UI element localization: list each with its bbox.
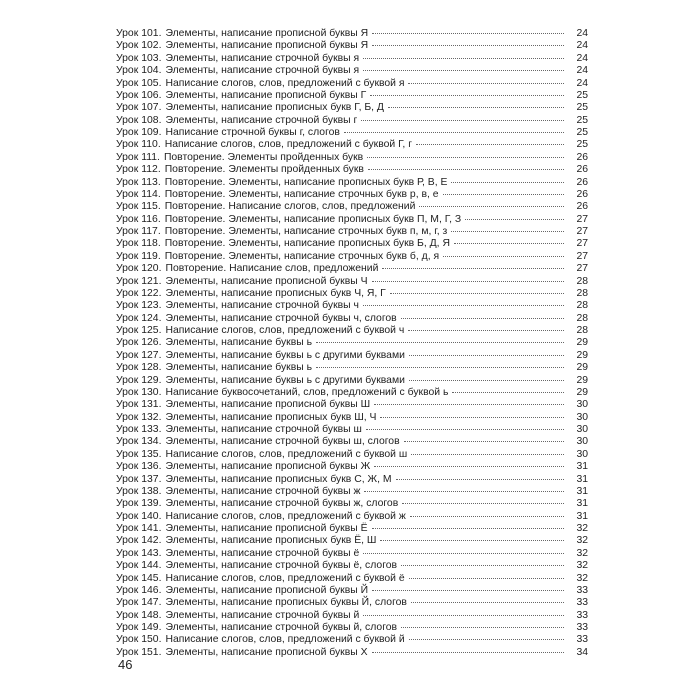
lesson-title: Написание слогов, слов, предложений с буквой ж [165, 510, 406, 522]
lesson-number: 130. [141, 386, 162, 398]
lesson-number: 123. [141, 300, 162, 312]
lesson-prefix: Урок [116, 646, 139, 658]
lesson-title: Элементы, написание прописной буквы Х [165, 646, 368, 658]
dot-leader [408, 75, 564, 84]
lesson-page-number: 30 [576, 436, 588, 448]
lesson-page-number: 28 [576, 275, 588, 287]
lesson-number: 110. [141, 139, 161, 151]
lesson-prefix: Урок [116, 560, 139, 572]
lesson-title: Элементы, написание буквы ь с другими буквами [165, 349, 405, 361]
lesson-page-number: 27 [576, 250, 588, 262]
lesson-page-number: 31 [576, 473, 588, 485]
lesson-prefix: Урок [116, 287, 139, 299]
lesson-number: 126. [141, 337, 162, 349]
lesson-prefix: Урок [116, 461, 139, 473]
lesson-page-number: 27 [576, 238, 588, 250]
lesson-page-number: 30 [576, 424, 588, 435]
lesson-title: Написание слогов, слов, предложений с буквой ё [165, 572, 405, 584]
dot-leader [409, 347, 564, 356]
lesson-prefix: Урок [116, 523, 139, 534]
dot-leader [367, 149, 564, 158]
dot-leader [372, 25, 564, 34]
dot-leader [396, 471, 564, 480]
lesson-page-number: 28 [576, 325, 588, 336]
dot-leader [363, 50, 564, 59]
lesson-page-number: 32 [576, 560, 588, 572]
lesson-title: Элементы, написание прописных букв С, Ж, М [165, 473, 392, 485]
dot-leader [411, 594, 564, 603]
dot-leader [409, 372, 564, 381]
lesson-number: 111. [141, 151, 160, 163]
lesson-title: Элементы, написание прописной буквы Ш [165, 399, 371, 411]
lesson-number: 142. [141, 535, 162, 547]
dot-leader [374, 458, 564, 467]
lesson-page-number: 33 [576, 634, 588, 646]
lesson-page-number: 24 [576, 40, 588, 52]
lesson-prefix: Урок [116, 349, 139, 361]
lesson-number: 125. [141, 325, 162, 336]
lesson-title: Элементы, написание прописной буквы Ж [165, 461, 371, 473]
lesson-number: 102. [141, 40, 162, 52]
lesson-number: 151. [141, 646, 162, 658]
dot-leader [364, 483, 564, 492]
lesson-prefix: Урок [116, 188, 139, 200]
lesson-number: 117. [141, 226, 161, 237]
lesson-title: Повторение. Написание слогов, слов, предложений [164, 201, 416, 213]
lesson-title: Повторение. Элементы, написание строчных букв б, д, я [164, 250, 440, 262]
lesson-page-number: 25 [576, 102, 588, 114]
lesson-prefix: Урок [116, 151, 139, 163]
dot-leader [401, 619, 564, 628]
lesson-prefix: Урок [116, 535, 139, 547]
lesson-page-number: 24 [576, 52, 588, 64]
lesson-prefix: Урок [116, 622, 139, 633]
lesson-title: Повторение. Элементы пройденных букв [163, 151, 364, 163]
lesson-page-number: 29 [576, 349, 588, 361]
dot-leader [410, 508, 564, 517]
lesson-prefix: Урок [116, 609, 139, 621]
dot-leader [411, 446, 564, 455]
lesson-number: 107. [141, 102, 162, 114]
dot-leader [372, 644, 564, 653]
lesson-title: Элементы, написание строчной буквы й [165, 609, 360, 621]
lesson-prefix: Урок [116, 510, 139, 522]
lesson-title: Написание слогов, слов, предложений с буквой ш [165, 448, 408, 460]
lesson-title: Элементы, написание прописной буквы Й [165, 584, 369, 596]
lesson-title: Повторение. Элементы, написание строчных букв р, в, е [164, 188, 439, 200]
dot-leader [401, 557, 564, 566]
lesson-number: 149. [141, 622, 162, 633]
lesson-page-number: 28 [576, 312, 588, 324]
lesson-prefix: Урок [116, 40, 139, 52]
lesson-page-number: 33 [576, 597, 588, 609]
toc-entry [116, 646, 588, 658]
lesson-title: Элементы, написание строчной буквы ч [165, 300, 359, 312]
dot-leader [363, 297, 564, 306]
lesson-prefix: Урок [116, 386, 139, 398]
lesson-number: 120. [141, 263, 162, 275]
lesson-title: Элементы, написание строчной буквы ш, слогов [165, 436, 400, 448]
lesson-title: Элементы, написание прописной буквы Г [165, 89, 367, 101]
lesson-number: 108. [141, 114, 162, 126]
lesson-page-number: 26 [576, 176, 588, 188]
lesson-title: Написание слогов, слов, предложений с буквой ч [165, 325, 405, 336]
lesson-page-number: 25 [576, 114, 588, 126]
lesson-title: Повторение. Элементы, написание прописных букв Р, В, Е [164, 176, 448, 188]
lesson-title: Элементы, написание прописных букв Ч, Я, Г [165, 287, 386, 299]
lesson-prefix: Урок [116, 448, 139, 460]
dot-leader [361, 112, 564, 121]
lesson-number: 119. [141, 250, 161, 262]
lesson-title: Элементы, написание буквы ь с другими буквами [165, 374, 405, 386]
lesson-number: 106. [141, 89, 162, 101]
lesson-title: Элементы, написание строчной буквы я [165, 65, 360, 77]
lesson-page-number: 31 [576, 510, 588, 522]
lesson-prefix: Урок [116, 572, 139, 584]
dot-leader [390, 285, 564, 294]
lesson-prefix: Урок [116, 114, 139, 126]
lesson-page-number: 31 [576, 485, 588, 497]
dot-leader [409, 631, 564, 640]
lesson-prefix: Урок [116, 52, 139, 64]
lesson-page-number: 32 [576, 547, 588, 559]
lesson-number: 124. [141, 312, 162, 324]
lesson-title: Повторение. Элементы, написание прописных букв Б, Д, Я [164, 238, 450, 250]
lesson-number: 138. [141, 485, 162, 497]
lesson-prefix: Урок [116, 176, 139, 188]
lesson-title: Элементы, написание строчной буквы я [165, 52, 360, 64]
dot-leader [363, 607, 564, 616]
lesson-page-number: 26 [576, 151, 588, 163]
lesson-title: Элементы, написание прописной буквы Ё [165, 523, 368, 534]
lesson-page-number: 24 [576, 77, 588, 89]
lesson-number: 121. [141, 275, 162, 287]
dot-leader [363, 545, 564, 554]
lesson-number: 145. [141, 572, 162, 584]
lesson-page-number: 28 [576, 287, 588, 299]
dot-leader [408, 322, 564, 331]
lesson-title: Написание слогов, слов, предложений с буквой Г, г [164, 139, 412, 151]
lesson-page-number: 25 [576, 127, 588, 138]
dot-leader [451, 223, 564, 232]
lesson-number: 114. [141, 188, 161, 200]
lesson-number: 118. [141, 238, 161, 250]
lesson-title: Элементы, написание строчной буквы ш [165, 424, 362, 435]
dot-leader [366, 421, 564, 430]
lesson-prefix: Урок [116, 28, 139, 39]
lesson-prefix: Урок [116, 312, 139, 324]
lesson-page-number: 29 [576, 362, 588, 374]
dot-leader [380, 532, 564, 541]
lesson-title: Повторение. Элементы, написание прописных букв П, М, Г, З [164, 213, 462, 225]
lesson-title: Написание строчной буквы г, слогов [165, 127, 340, 138]
lesson-page-number: 30 [576, 399, 588, 411]
dot-leader [382, 260, 564, 269]
dot-leader [443, 248, 564, 257]
lesson-number: 128. [141, 362, 162, 374]
dot-leader [374, 396, 564, 405]
lesson-page-number: 29 [576, 374, 588, 386]
lesson-title: Элементы, написание строчной буквы ч, слогов [165, 312, 397, 324]
lesson-title: Элементы, написание прописных букв Ё, Ш [165, 535, 377, 547]
dot-leader [401, 310, 564, 319]
lesson-page-number: 34 [576, 646, 588, 658]
table-of-contents [116, 27, 588, 658]
lesson-page-number: 29 [576, 337, 588, 349]
lesson-prefix: Урок [116, 89, 139, 101]
lesson-number: 132. [141, 411, 162, 423]
lesson-prefix: Урок [116, 102, 139, 114]
dot-leader [409, 570, 564, 579]
dot-leader [316, 359, 564, 368]
lesson-page-number: 26 [576, 201, 588, 213]
dot-leader [451, 174, 564, 183]
lesson-title: Написание слогов, слов, предложений с буквой й [165, 634, 405, 646]
lesson-page-number: 26 [576, 188, 588, 200]
lesson-title: Элементы, написание буквы ь [165, 337, 312, 349]
lesson-page-number: 30 [576, 411, 588, 423]
lesson-title: Элементы, написание строчной буквы ё [165, 547, 360, 559]
lesson-page-number: 30 [576, 448, 588, 460]
lesson-page-number: 33 [576, 584, 588, 596]
lesson-page-number: 32 [576, 572, 588, 584]
lesson-prefix: Урок [116, 547, 139, 559]
lesson-title: Элементы, написание строчной буквы ж, слогов [165, 498, 399, 510]
lesson-prefix: Урок [116, 424, 139, 435]
lesson-number: 136. [141, 461, 162, 473]
lesson-title: Элементы, написание прописной буквы Ч [165, 275, 368, 287]
lesson-page-number: 29 [576, 386, 588, 398]
dot-leader [372, 273, 564, 282]
dot-leader [370, 87, 564, 96]
dot-leader [404, 433, 564, 442]
lesson-prefix: Урок [116, 263, 139, 275]
lesson-page-number: 28 [576, 300, 588, 312]
dot-leader [372, 582, 564, 591]
lesson-prefix: Урок [116, 436, 139, 448]
lesson-prefix: Урок [116, 325, 139, 336]
dot-leader [372, 520, 564, 529]
lesson-number: 127. [141, 349, 162, 361]
page-number: 46 [118, 657, 133, 672]
dot-leader [402, 495, 564, 504]
lesson-number: 112. [141, 164, 161, 176]
dot-leader [443, 186, 564, 195]
lesson-title: Написание буквосочетаний, слов, предложений с буквой ь [165, 386, 449, 398]
dot-leader [363, 62, 564, 71]
dot-leader [372, 37, 564, 46]
dot-leader [344, 124, 564, 133]
lesson-title: Элементы, написание прописных букв Ш, Ч [165, 411, 377, 423]
lesson-prefix: Урок [116, 201, 139, 213]
lesson-page-number: 24 [576, 65, 588, 77]
lesson-number: 103. [141, 52, 162, 64]
lesson-prefix: Урок [116, 250, 139, 262]
lesson-number: 139. [141, 498, 162, 510]
lesson-page-number: 33 [576, 609, 588, 621]
lesson-title: Элементы, написание прописной буквы Я [165, 40, 369, 52]
lesson-page-number: 33 [576, 622, 588, 633]
lesson-title: Элементы, написание прописных буквы Й, слогов [165, 597, 407, 609]
lesson-prefix: Урок [116, 485, 139, 497]
dot-leader [316, 334, 564, 343]
lesson-number: 133. [141, 424, 162, 435]
lesson-prefix: Урок [116, 300, 139, 312]
lesson-page-number: 31 [576, 461, 588, 473]
lesson-page-number: 27 [576, 263, 588, 275]
lesson-number: 141. [141, 523, 162, 534]
lesson-prefix: Урок [116, 337, 139, 349]
lesson-title: Повторение. Элементы пройденных букв [164, 164, 364, 176]
lesson-title: Повторение. Написание слов, предложений [165, 263, 379, 275]
lesson-prefix: Урок [116, 362, 139, 374]
dot-leader [368, 161, 564, 170]
lesson-title: Повторение. Элементы, написание строчных букв п, м, г, з [164, 226, 448, 237]
lesson-number: 147. [141, 597, 162, 609]
lesson-prefix: Урок [116, 584, 139, 596]
dot-leader [388, 99, 564, 108]
dot-leader [465, 211, 564, 220]
lesson-number: 137. [141, 473, 162, 485]
lesson-number: 129. [141, 374, 162, 386]
lesson-number: 109. [141, 127, 162, 138]
dot-leader [454, 235, 564, 244]
lesson-page-number: 25 [576, 139, 588, 151]
lesson-number: 105. [141, 77, 162, 89]
lesson-page-number: 31 [576, 498, 588, 510]
lesson-number: 134. [141, 436, 162, 448]
lesson-prefix: Урок [116, 139, 139, 151]
lesson-prefix: Урок [116, 226, 139, 237]
lesson-prefix: Урок [116, 399, 139, 411]
lesson-prefix: Урок [116, 213, 139, 225]
lesson-prefix: Урок [116, 634, 139, 646]
lesson-title: Элементы, написание строчной буквы г [165, 114, 358, 126]
dot-leader [380, 409, 564, 418]
lesson-prefix: Урок [116, 77, 139, 89]
lesson-number: 115. [141, 201, 161, 213]
dot-leader [416, 136, 564, 145]
lesson-number: 116. [141, 213, 161, 225]
lesson-page-number: 27 [576, 213, 588, 225]
lesson-prefix: Урок [116, 65, 139, 77]
lesson-prefix: Урок [116, 275, 139, 287]
lesson-number: 104. [141, 65, 162, 77]
lesson-title: Элементы, написание буквы ь [165, 362, 312, 374]
lesson-number: 146. [141, 584, 162, 596]
lesson-number: 150. [141, 634, 162, 646]
lesson-number: 144. [141, 560, 162, 572]
lesson-number: 140. [141, 510, 162, 522]
lesson-title: Элементы, написание строчной буквы ё, слогов [165, 560, 398, 572]
dot-leader [452, 384, 564, 393]
lesson-number: 143. [141, 547, 162, 559]
lesson-number: 122. [141, 287, 162, 299]
lesson-title: Элементы, написание строчной буквы й, слогов [165, 622, 398, 633]
lesson-page-number: 25 [576, 89, 588, 101]
lesson-number: 113. [141, 176, 161, 188]
lesson-number: 135. [141, 448, 162, 460]
lesson-number: 148. [141, 609, 162, 621]
lesson-title: Элементы, написание строчной буквы ж [165, 485, 361, 497]
lesson-page-number: 27 [576, 226, 588, 237]
lesson-page-number: 32 [576, 535, 588, 547]
lesson-prefix: Урок [116, 473, 139, 485]
lesson-prefix: Урок [116, 411, 139, 423]
lesson-page-number: 26 [576, 164, 588, 176]
lesson-title: Написание слогов, слов, предложений с буквой я [165, 77, 405, 89]
dot-leader [419, 198, 564, 207]
lesson-prefix: Урок [116, 374, 139, 386]
lesson-prefix: Урок [116, 238, 139, 250]
lesson-page-number: 24 [576, 28, 588, 39]
lesson-prefix: Урок [116, 127, 139, 138]
lesson-prefix: Урок [116, 597, 139, 609]
lesson-page-number: 32 [576, 523, 588, 534]
lesson-prefix: Урок [116, 498, 139, 510]
lesson-number: 101. [141, 28, 162, 39]
lesson-title: Элементы, написание прописной буквы Я [165, 28, 369, 39]
lesson-prefix: Урок [116, 164, 139, 176]
lesson-title: Элементы, написание прописных букв Г, Б, Д [165, 102, 384, 114]
lesson-number: 131. [141, 399, 162, 411]
